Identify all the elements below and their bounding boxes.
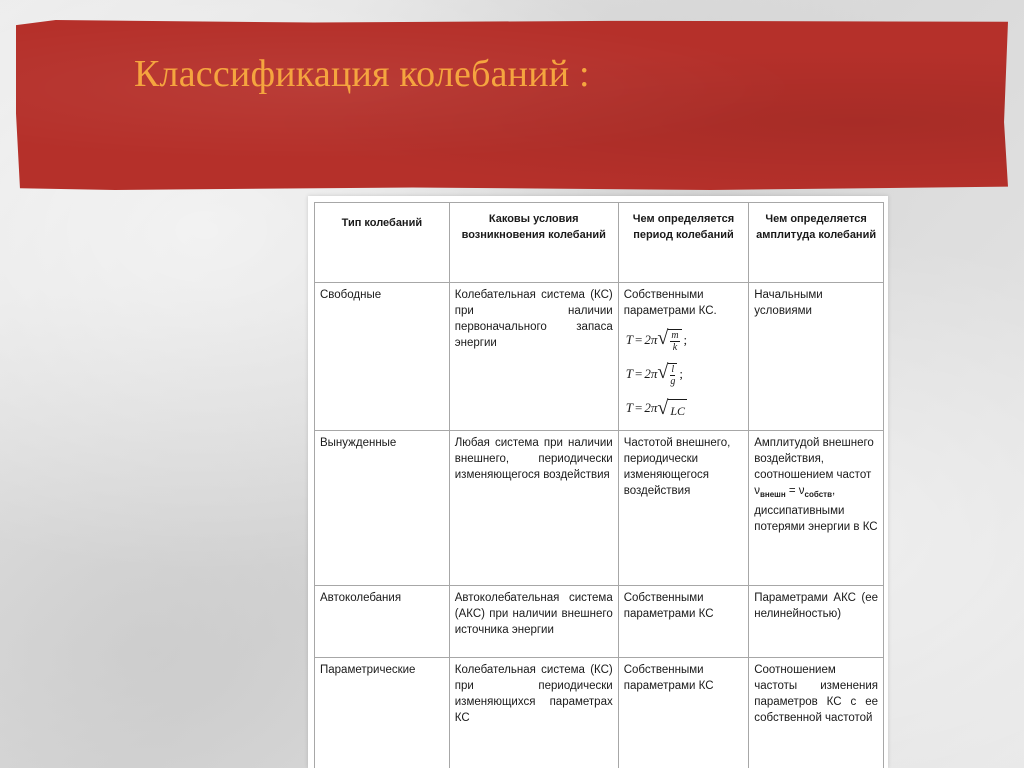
table-header-row [315,203,884,283]
cell-period: Частотой внешнего, периодически изменяющегося воздействия [618,431,748,586]
sqrt-symbol: √ LC [657,397,685,419]
cell-amplitude [749,431,884,586]
cell-type: Свободные [315,283,450,431]
formula-math-pendulum: T = 2π √ $\frac{l}{g}$ ; [625,361,683,387]
table-row [315,431,884,586]
cell-amplitude: Параметрами АКС (ее нелинейностью) [749,586,884,658]
cell-condition: Автоколебательная система (АКС) при наличии внешнего источника энергии [449,586,618,658]
sqrt-symbol: √ $\frac{m}{k}$ [657,327,681,353]
cell-condition: Колебательная система (КС) при периодически изменяющихся параметрах КС [449,658,618,768]
classification-table [314,202,884,768]
cell-type: Автоколебания [315,586,450,658]
cell-condition: Колебательная система (КС) при наличии первоначального запаса энергии [449,283,618,431]
title-banner [16,20,1008,190]
header-period: Чем определяется период колебаний [618,203,748,283]
table-row [315,283,884,431]
table-row [315,658,884,768]
cell-amplitude: Соотношением частоты изменения параметров КС с ее собственной частотой [749,658,884,768]
table-image [308,196,888,768]
cell-period-text: Собственными параметрами КС. [623,289,717,317]
cell-amplitude: Начальными условиями [749,283,884,431]
cell-period: Собственными параметрами КС [618,586,748,658]
cell-amplitude-text: Амплитудой внешнего воздействия, соотношением частот [754,437,874,481]
header-amplitude: Чем определяется амплитуда колебаний [749,203,884,283]
formula-spring-pendulum: T = 2π √ $\frac{m}{k}$ ; [625,327,688,353]
cell-condition: Любая система при наличии внешнего, периодически изменяющегося воздействия [449,431,618,586]
cell-period [618,283,748,431]
cell-type: Вынужденные [315,431,450,586]
slide-title: Классификация колебаний : [134,53,590,95]
cell-period: Собственными параметрами КС [618,658,748,768]
frequency-relation: $\nu_{внешн} = \nu_{собств}$, [754,485,836,499]
table-row [315,586,884,658]
sqrt-symbol: √ $\frac{l}{g}$ [657,361,676,387]
cell-type: Параметрические [315,658,450,768]
formula-lc-circuit: T = 2π √ LC [625,397,685,419]
header-type: Тип колебаний [315,203,450,283]
cell-amplitude-text-tail: диссипативными потерями энергии в КС [754,505,878,533]
header-condition: Каковы условия возникновения колебаний [449,203,618,283]
